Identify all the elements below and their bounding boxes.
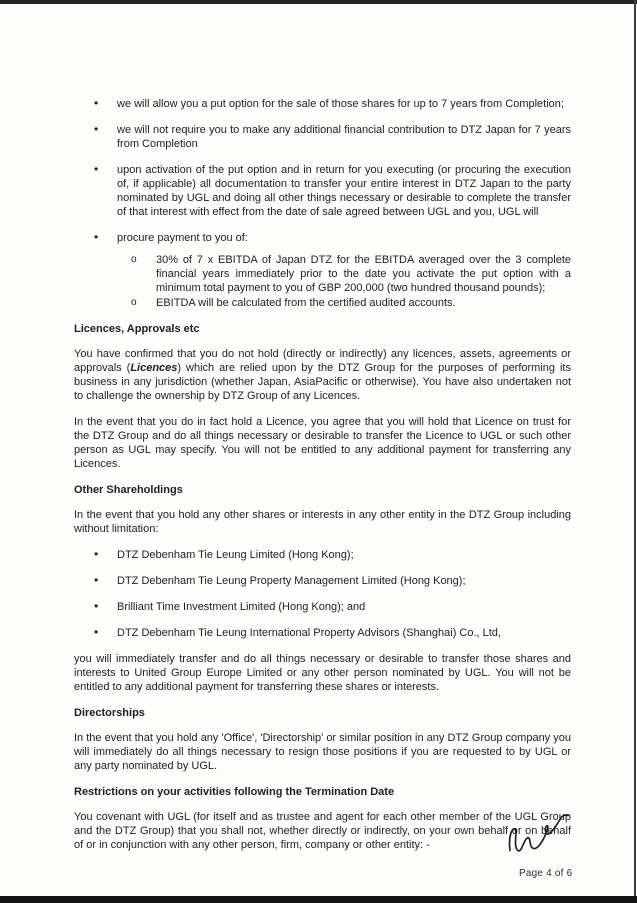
bullet-text: we will not require you to make any additional financial contribution to DTZ Japan for 7 years from Completion — [117, 124, 571, 150]
sub-bullet-text: EBITDA will be calculated from the certified audited accounts. — [156, 297, 456, 309]
scan-edge-top — [0, 0, 637, 4]
list-item — [74, 626, 571, 640]
list-item — [74, 97, 571, 111]
list-item — [74, 600, 571, 614]
bullet-text: DTZ Debenham Tie Leung International Property Advisors (Shanghai) Co., Ltd, — [117, 627, 501, 639]
list-item — [74, 548, 571, 562]
handwritten-initials-icon — [501, 806, 579, 864]
defined-term: Licences — [130, 362, 178, 374]
list-item — [74, 123, 571, 151]
put-option-bullet-list — [74, 97, 571, 310]
page-number-label: Page 4 of 6 — [519, 868, 573, 879]
list-item — [74, 574, 571, 588]
list-item — [74, 231, 571, 310]
scan-edge-bottom — [0, 896, 637, 903]
bullet-text: we will allow you a put option for the sale of those shares for up to 7 years from Completion; — [117, 98, 564, 110]
section-heading-shareholdings: Other Shareholdings — [74, 484, 183, 496]
licences-paragraph-2: In the event that you do in fact hold a Licence, you agree that you will hold that Licence on trust for the DTZ Group and do all things necessary or desirable to transfer the Licence to UGL or such other person as UGL may specify. You will not be entitled to any additional payment for transferring any Licences. — [74, 416, 571, 470]
bullet-text: DTZ Debenham Tie Leung Property Management Limited (Hong Kong); — [117, 575, 466, 587]
document-body — [74, 97, 571, 864]
section-heading-licences: Licences, Approvals etc — [74, 323, 200, 335]
paragraph-text: ) which are relied upon by the DTZ Group for the purposes of performing its business in any jurisdiction (whether Japan, AsiaPacific or otherwise). You have also undertaken not to challenge the ownership by DTZ Group of any Licences. — [74, 362, 571, 402]
paragraph-text: You have confirmed that you do not hold (directly or indirectly) any licences, assets, agreements or approvals ( — [74, 348, 571, 374]
bullet-text: Brilliant Time Investment Limited (Hong Kong); and — [117, 601, 366, 613]
bullet-text: upon activation of the put option and in return for you executing (or procuring the execution of, if applicable) all documentation to transfer your entire interest in DTZ Japan to the party nominated by UGL and doing all other things necessary or desirable to complete the transfer of that interest with effect from the date of sale agreed between UGL and you, UGL will — [117, 164, 571, 218]
shareholdings-intro: In the event that you hold any other shares or interests in any other entity in the DTZ Group including without limitation: — [74, 509, 571, 535]
list-item — [117, 253, 571, 295]
restrictions-paragraph: You covenant with UGL (for itself and as trustee and agent for each other member of the UGL Group and the DTZ Group) that you shall not, whether directly or indirectly, on your own behalf or on behalf of or in conjunction with any other person, firm, company or other entity: - — [74, 811, 571, 851]
scan-edge-right — [634, 0, 636, 903]
section-heading-restrictions: Restrictions on your activities following the Termination Date — [74, 786, 395, 798]
shareholdings-outro: you will immediately transfer and do all things necessary or desirable to transfer those shares and interests to United Group Europe Limited or any other person nominated by UGL. You will not be entitled to any additional payment for transferring these shares or interests. — [74, 653, 571, 693]
entity-bullet-list — [74, 548, 571, 640]
section-heading-directorships: Directorships — [74, 707, 145, 719]
licences-paragraph-1 — [74, 347, 571, 403]
bullet-text: procure payment to you of: — [117, 232, 248, 244]
list-item — [74, 163, 571, 219]
bullet-text: DTZ Debenham Tie Leung Limited (Hong Kong); — [117, 549, 354, 561]
list-item — [117, 296, 571, 310]
payment-sub-list — [117, 253, 571, 310]
directorships-paragraph: In the event that you hold any 'Office', 'Directorship' or similar position in any DTZ Group company you will immediately do all things necessary to resign those positions if you are requested to by UGL or any party nominated by UGL. — [74, 732, 571, 772]
sub-bullet-text: 30% of 7 x EBITDA of Japan DTZ for the EBITDA averaged over the 3 complete financial years immediately prior to the date you activate the put option with a minimum total payment to you of GBP 200,000 (two hundred thousand pounds); — [156, 254, 571, 294]
